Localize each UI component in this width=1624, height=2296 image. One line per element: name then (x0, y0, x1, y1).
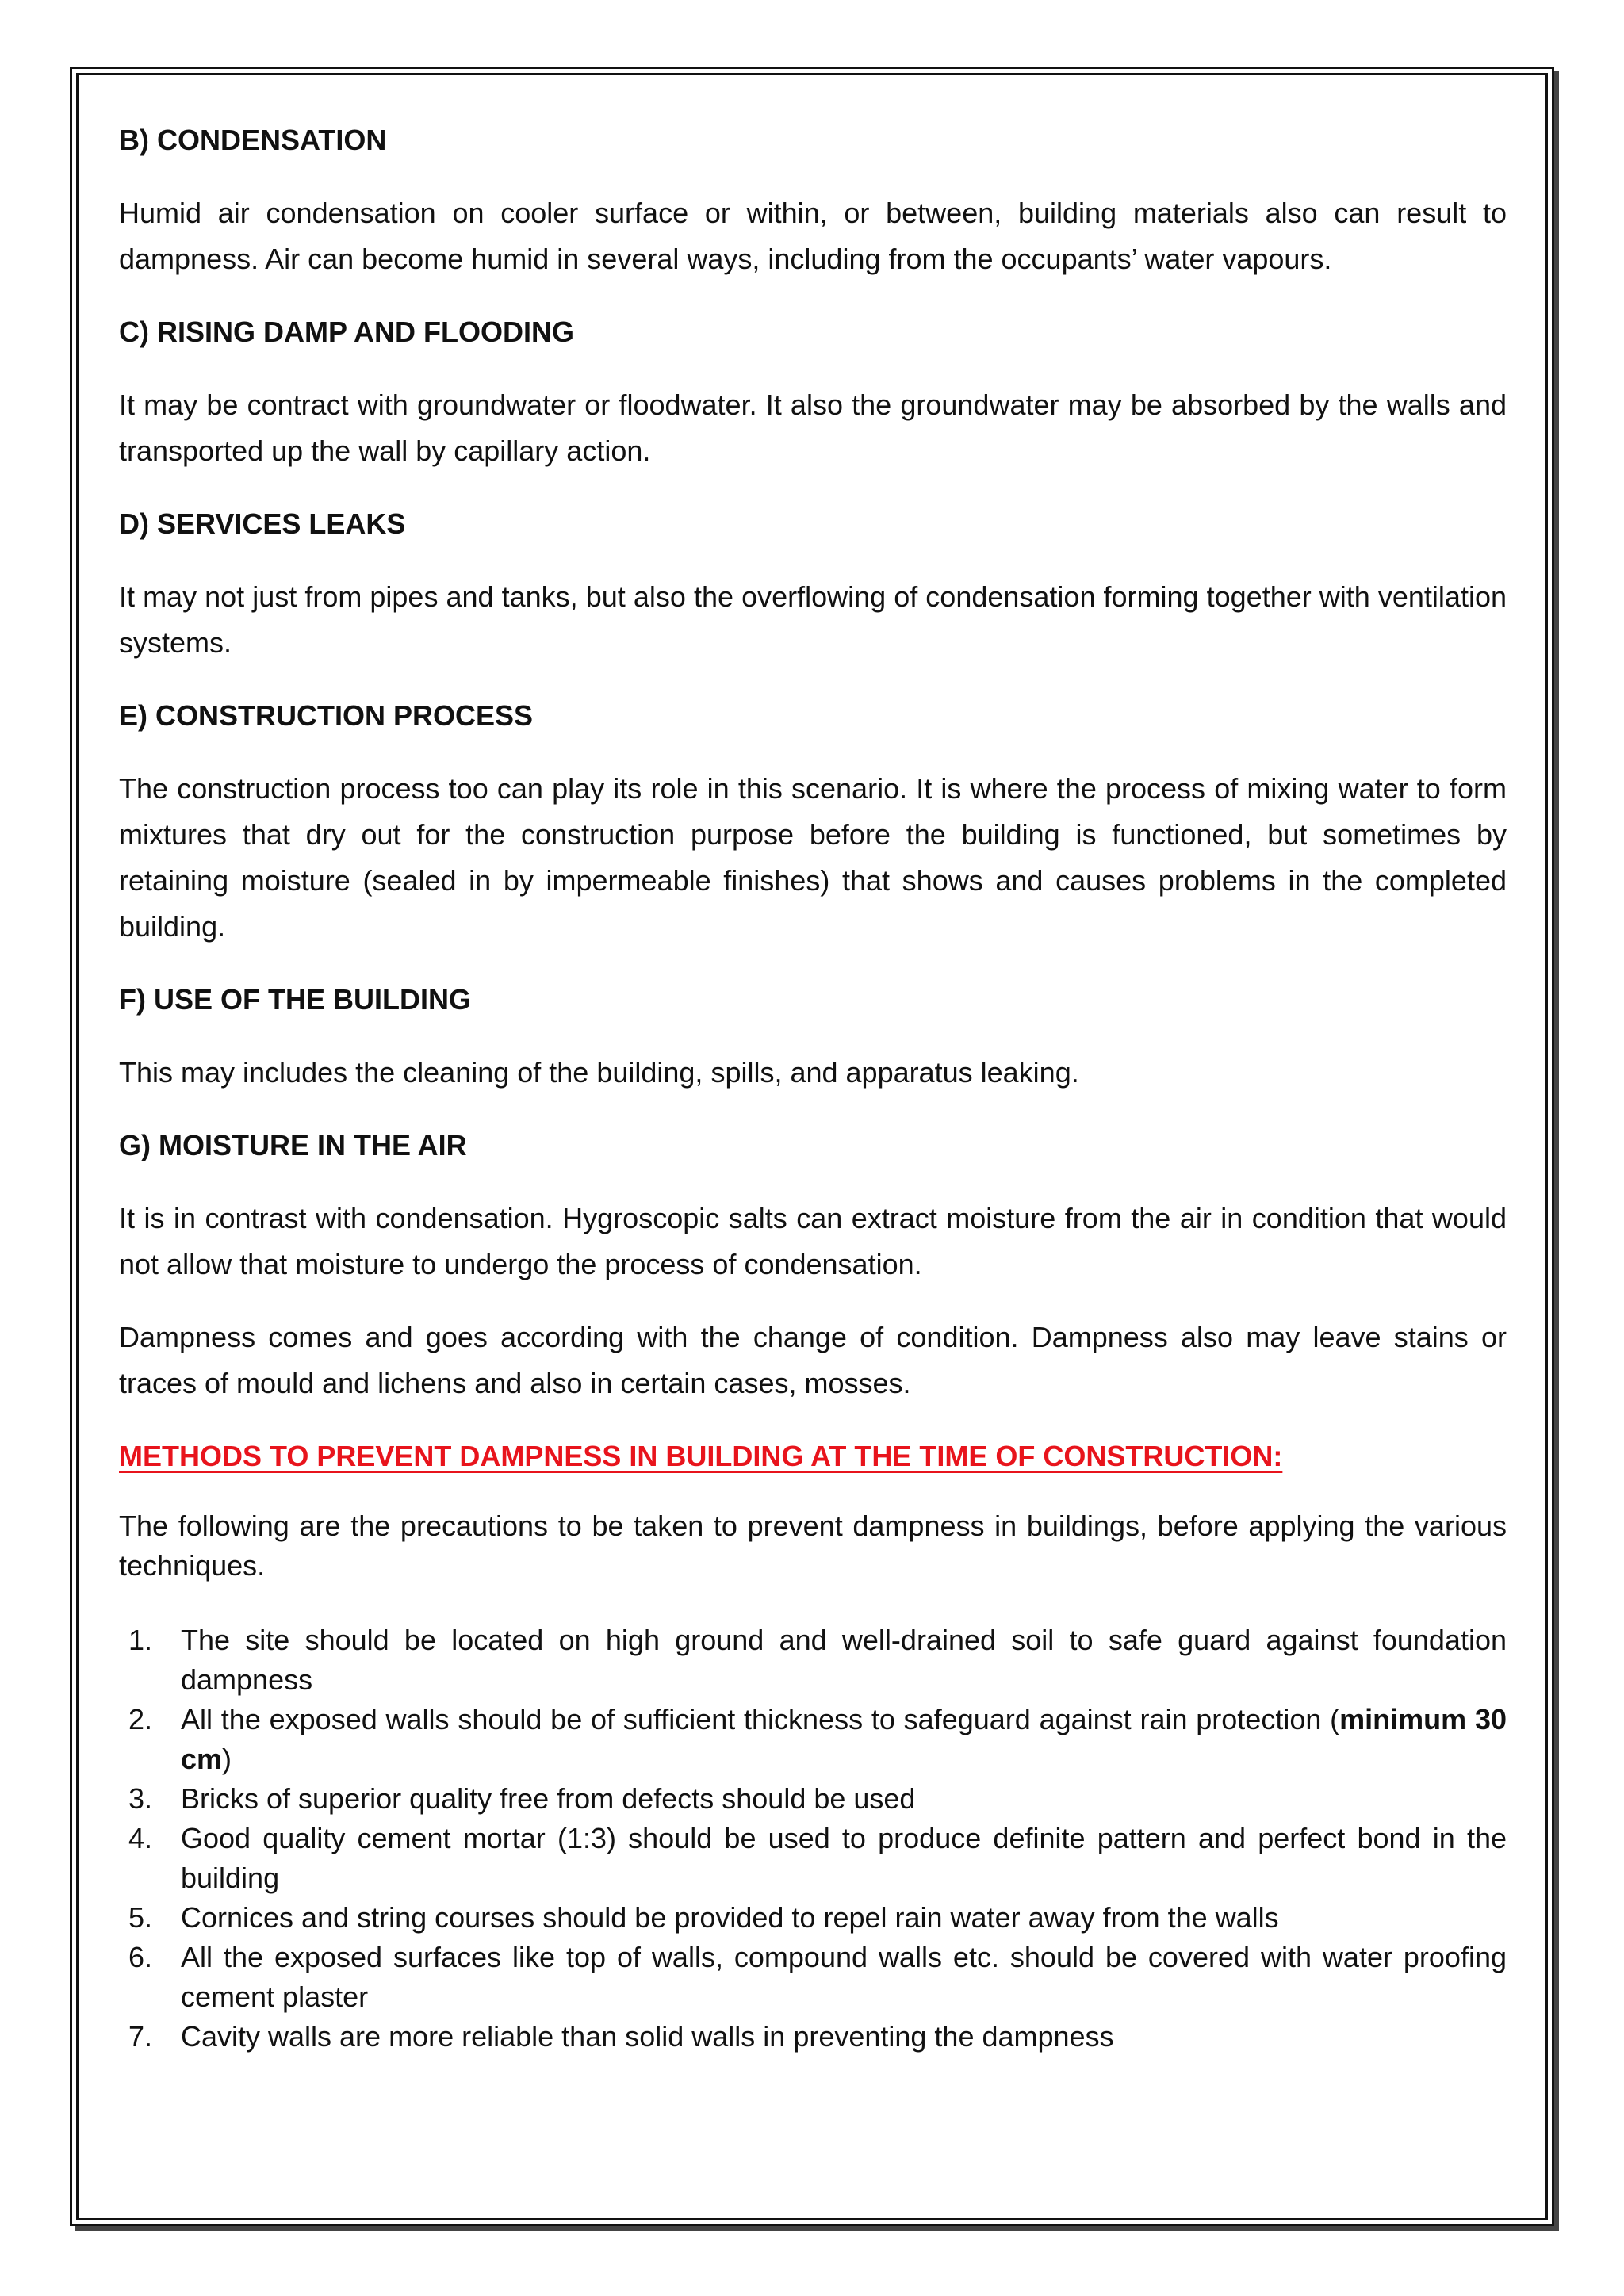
section-heading: B) CONDENSATION (119, 124, 387, 156)
list-text: Cavity walls are more reliable than solid walls in preventing the dampness (181, 2020, 1114, 2053)
section-rising-damp (119, 309, 1507, 501)
section-moisture-in-air (119, 1123, 1507, 1314)
list-item (119, 1779, 1507, 1819)
section-use-of-building (119, 977, 1507, 1123)
page-border-shadow-bottom (75, 2226, 1559, 2231)
section-body: This may includes the cleaning of the building, spills, and apparatus leaking. (119, 1056, 1079, 1089)
list-text: ) (222, 1743, 232, 1775)
section-services-leaks (119, 501, 1507, 693)
list-text-bold: minimum 30 cm (181, 1703, 1507, 1775)
list-number: 7. (128, 2020, 153, 2053)
list-number: 6. (128, 1941, 153, 1973)
list-text: All the exposed walls should be of sufficient thickness to safeguard against rain protection ( (181, 1703, 1340, 1735)
list-item (119, 1700, 1507, 1779)
list-item (119, 1938, 1507, 2017)
list-number: 4. (128, 1822, 153, 1854)
dampness-paragraph: Dampness comes and goes according with the change of condition. Dampness also may leave stains or traces of mould and lichens and also in certain cases, mosses. (119, 1321, 1507, 1399)
list-number: 1. (128, 1624, 153, 1656)
list-text: Cornices and string courses should be provided to repel rain water away from the walls (181, 1901, 1279, 1934)
methods-intro: The following are the precautions to be taken to prevent dampness in buildings, before applying the various techniques. (119, 1510, 1507, 1582)
section-heading: D) SERVICES LEAKS (119, 507, 406, 540)
list-item (119, 1819, 1507, 1898)
precautions-list (119, 1621, 1507, 2057)
list-text: All the exposed surfaces like top of walls, compound walls etc. should be covered with water proofing cement plaster (181, 1941, 1507, 2013)
list-number: 2. (128, 1703, 153, 1735)
section-heading: C) RISING DAMP AND FLOODING (119, 316, 574, 348)
section-body: It may be contract with groundwater or floodwater. It also the groundwater may be absorbed by the walls and transported up the wall by capillary action. (119, 388, 1507, 467)
list-text: The site should be located on high ground and well-drained soil to safe guard against foundation dampness (181, 1624, 1507, 1696)
section-construction-process (119, 693, 1507, 977)
section-heading: G) MOISTURE IN THE AIR (119, 1129, 467, 1161)
section-heading: E) CONSTRUCTION PROCESS (119, 699, 534, 732)
document-body (119, 117, 1507, 2057)
section-body: Humid air condensation on cooler surface or within, or between, building materials also can result to dampness. Air can become humid in several ways, including from the occupants’ water vapours. (119, 197, 1507, 275)
list-text: Bricks of superior quality free from defects should be used (181, 1782, 916, 1815)
list-item (119, 1898, 1507, 1938)
section-body: It is in contrast with condensation. Hygroscopic salts can extract moisture from the air in condition that would not allow that moisture to undergo the process of condensation. (119, 1202, 1507, 1280)
page-border-shadow-right (1554, 71, 1559, 2231)
section-body: The construction process too can play its role in this scenario. It is where the process of mixing water to form mixtures that dry out for the construction purpose before the building is functioned, but sometimes by retaining moisture (sealed in by impermeable finishes) that shows and causes problems in the completed building. (119, 772, 1507, 943)
list-text: Good quality cement mortar (1:3) should be used to produce definite pattern and perfect bond in the building (181, 1822, 1507, 1894)
section-heading: F) USE OF THE BUILDING (119, 983, 471, 1016)
section-body: It may not just from pipes and tanks, but also the overflowing of condensation forming together with ventilation systems. (119, 580, 1507, 659)
methods-heading: METHODS TO PREVENT DAMPNESS IN BUILDING AT THE TIME OF CONSTRUCTION: (119, 1440, 1283, 1472)
list-number: 5. (128, 1901, 153, 1934)
section-condensation (119, 117, 1507, 309)
list-item (119, 2017, 1507, 2057)
list-item (119, 1621, 1507, 1700)
list-number: 3. (128, 1782, 153, 1815)
